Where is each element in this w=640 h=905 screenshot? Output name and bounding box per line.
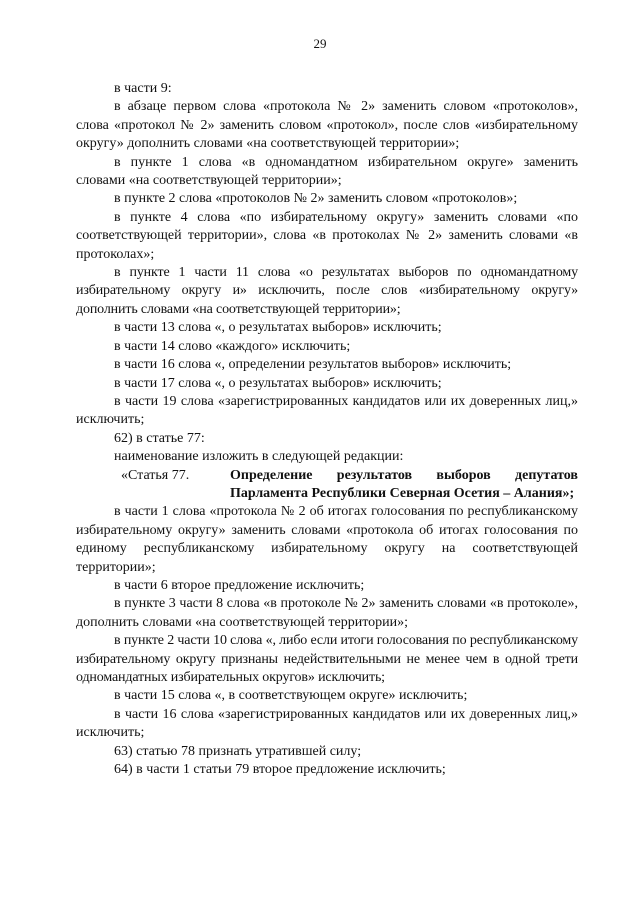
paragraph: 63) статью 78 признать утратившей силу;: [114, 743, 362, 759]
paragraph: в части 17 слова «, о результатах выборов» исключить;: [114, 375, 442, 391]
paragraph: в пункте 3 части 8 слова «в протоколе № 2» заменить словами «в протоколе», дополнить словами «на соответствующей территории»;: [76, 596, 578, 630]
paragraph: 64) в части 1 статьи 79 второе предложение исключить;: [114, 762, 446, 778]
paragraph: в части 19 слова «зарегистрированных кандидатов или их доверенных лиц,» исключить;: [76, 393, 578, 428]
paragraph: в пункте 1 части 11 слова «о результатах выборов по одномандатному избирательному округу и» исключить, после слов «избирательному округу» дополнить словами «на соответствующей территории»;: [76, 265, 578, 317]
document-body: [76, 80, 578, 779]
paragraph: в части 14 слово «каждого» исключить;: [114, 338, 351, 354]
paragraph: в части 1 слова «протокола № 2 об итогах голосования по республиканскому избирательному округу» заменить словами «протокола об итогах голосования по единому республиканскому избирательному округу на соответствующей территории»;: [76, 504, 578, 575]
paragraph: в части 6 второе предложение исключить;: [114, 577, 365, 593]
article-heading-title: Определение результатов выборов депутатов Парламента Республики Северная Осетия – Алания»;: [230, 467, 578, 501]
paragraph: наименование изложить в следующей редакции:: [114, 449, 404, 465]
page-number: 29: [313, 36, 327, 51]
paragraph: в части 16 слова «зарегистрированных кандидатов или их доверенных лиц,» исключить;: [76, 706, 578, 741]
article-heading: [121, 467, 578, 504]
paragraph: в абзаце первом слова «протокола № 2» заменить словом «протоколов», слова «протокол № 2» заменить словом «протокол», после слов «избирательному округу» дополнить словами «на соответствующей территории»;: [76, 99, 578, 152]
paragraph: в пункте 2 части 10 слова «, либо если итоги голосования по республиканскому избирательному округу признаны недействительными не менее чем в одной трети одномандатных избирательных округов» исключить;: [76, 633, 578, 685]
paragraph: в части 13 слова «, о результатах выборов» исключить;: [114, 320, 442, 336]
paragraph: в пункте 2 слова «протоколов № 2» заменить словом «протоколов»;: [114, 191, 518, 207]
paragraph: в части 16 слова «, определении результатов выборов» исключить;: [114, 357, 512, 373]
paragraph: в пункте 4 слова «по избирательному округу» заменить словами «по соответствующей территории», слова «в протоколах № 2» заменить словами «в протоколах»;: [76, 209, 578, 262]
paragraph: в части 9:: [114, 81, 172, 96]
paragraph: в пункте 1 слова «в одномандатном избирательном округе» заменить словами «на соответствующей территории»;: [76, 154, 578, 189]
article-heading-label: «Статья 77.: [121, 467, 190, 483]
paragraph: 62) в статье 77:: [114, 430, 205, 446]
paragraph: в части 15 слова «, в соответствующем округе» исключить;: [114, 688, 468, 704]
